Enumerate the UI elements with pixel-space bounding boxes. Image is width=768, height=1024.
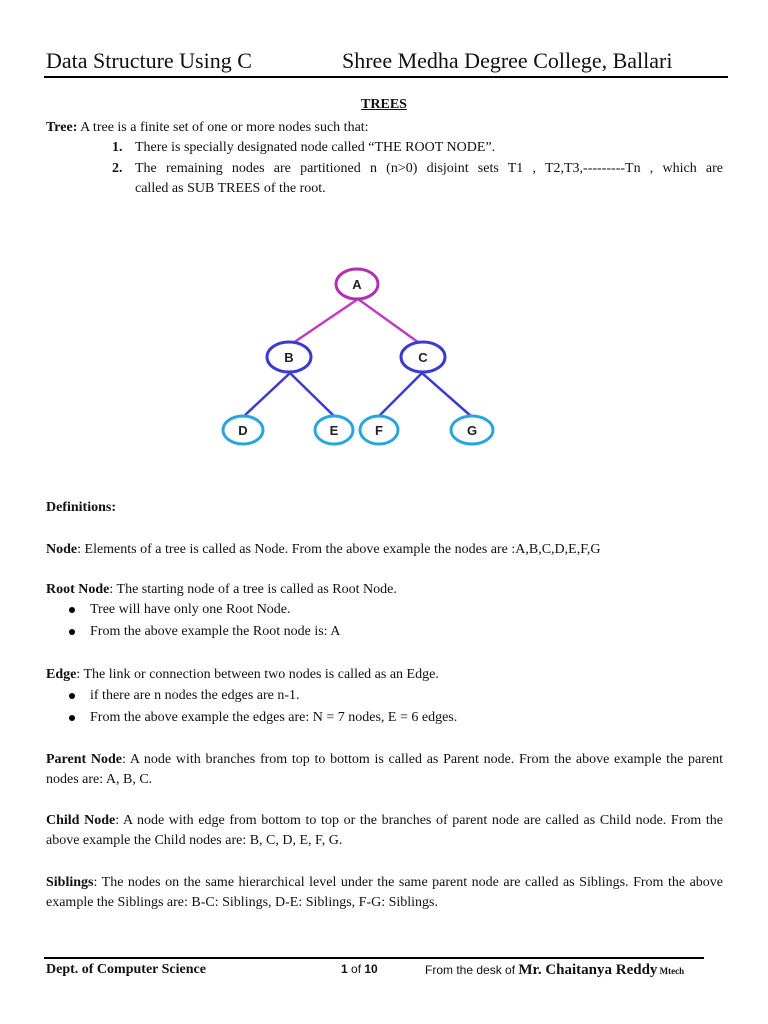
tree-node-e [315,416,353,444]
tree-diagram [210,255,510,455]
tree-term: Tree: [46,120,78,135]
bullet-icon [69,607,75,613]
list-item [90,707,457,729]
parent-node-definition-text: : A node with branches from top to bottom is called as Parent node. From the above example the parent nodes are: A, B, C. [46,752,723,787]
footer-dept: Dept. of Computer Science [46,962,206,977]
bullet-icon [69,715,75,721]
footer-divider [44,957,704,959]
node-b-label: B [284,350,294,365]
bullet-icon [69,629,75,635]
tree-node-f [360,416,398,444]
tree-intro [46,118,369,138]
tree-node-c [401,342,445,372]
edge-c-f [378,373,422,417]
bullet-text: if there are n nodes the edges are n-1. [90,688,300,703]
definition-edge [46,665,439,685]
item-number: 2. [112,161,123,176]
header-college-name: Shree Medha Degree College, Ballari [342,48,673,73]
bullet-icon [69,693,75,699]
intro-item-1-number [112,138,123,158]
node-d-label: D [238,423,248,438]
footer-author [425,962,684,979]
definition-child-node [46,811,723,851]
tree-node-g [451,416,493,444]
intro-item-1-text: There is specially designated node called “THE ROOT NODE”. [135,140,496,155]
edge-a-b [290,299,358,345]
list-item [90,599,340,621]
page-of-text: of [347,962,365,976]
definition-node [46,540,600,560]
node-e-label: E [329,423,339,438]
node-f-label: F [375,423,383,438]
parent-node-term: Parent Node [46,752,123,767]
item-number: 1. [112,140,123,155]
bullet-text: From the above example the Root node is: A [90,624,341,639]
child-node-term: Child Node [46,813,116,828]
header-course-title: Data Structure Using C [46,48,252,73]
definition-root-node [46,580,397,600]
author-name: Mr. Chaitanya Reddy [518,962,658,978]
tree-intro-text: A tree is a finite set of one or more nodes such that: [77,120,369,135]
node-g-label: G [466,423,478,438]
siblings-definition-text: : The nodes on the same hierarchical level under the same parent node are called as Siblings. From the above example the Siblings are: B-C: Siblings, D-E: Siblings, F-G: Siblings. [46,875,723,910]
intro-item-2-text: The remaining nodes are partitioned n (n>0) disjoint sets T1 , T2,T3,---------Tn , which are [135,161,723,176]
page-total: 10 [364,962,378,976]
node-c-label: C [418,350,428,365]
edge-definition-text: : The link or connection between two nodes is called as an Edge. [76,667,439,682]
list-item [90,685,457,707]
page-title: TREES [361,97,407,112]
list-item [90,621,340,643]
page-number: 1 [341,962,348,976]
edge-a-c [358,299,422,345]
bullet-text: From the above example the edges are: N = 7 nodes, E = 6 edges. [90,710,458,725]
definition-siblings [46,873,723,913]
siblings-term: Siblings [46,875,94,890]
author-degree: Mtech [657,966,685,976]
edge-b-e [290,373,335,417]
edge-bullets [90,685,457,729]
intro-item-2-continuation: called as SUB TREES of the root. [135,181,326,196]
root-node-definition-text: : The starting node of a tree is called as Root Node. [109,582,397,597]
edge-term: Edge [46,667,77,682]
node-definition-text: : Elements of a tree is called as Node. From the above example the nodes are :A,B,C,D,E,F,G [77,542,601,557]
root-node-bullets [90,599,340,643]
definitions-heading: Definitions: [46,500,116,515]
edge-b-d [243,373,290,417]
desk-prefix: From the desk of [425,963,519,977]
tree-node-d [223,416,263,444]
tree-node-b [267,342,311,372]
node-term: Node [46,542,78,557]
definition-parent-node [46,750,723,790]
tree-node-a [336,269,378,299]
bullet-text: Tree will have only one Root Node. [90,602,291,617]
footer-page-indicator [341,962,378,976]
node-a-label: A [352,277,362,292]
edge-c-g [422,373,472,417]
header-divider [44,76,728,78]
intro-item-2-number [112,159,123,179]
root-node-term: Root Node [46,582,110,597]
child-node-definition-text: : A node with edge from bottom to top or the branches of parent node are called as Child node. From the above example the Child nodes are: B, C, D, E, F, G. [46,813,724,848]
